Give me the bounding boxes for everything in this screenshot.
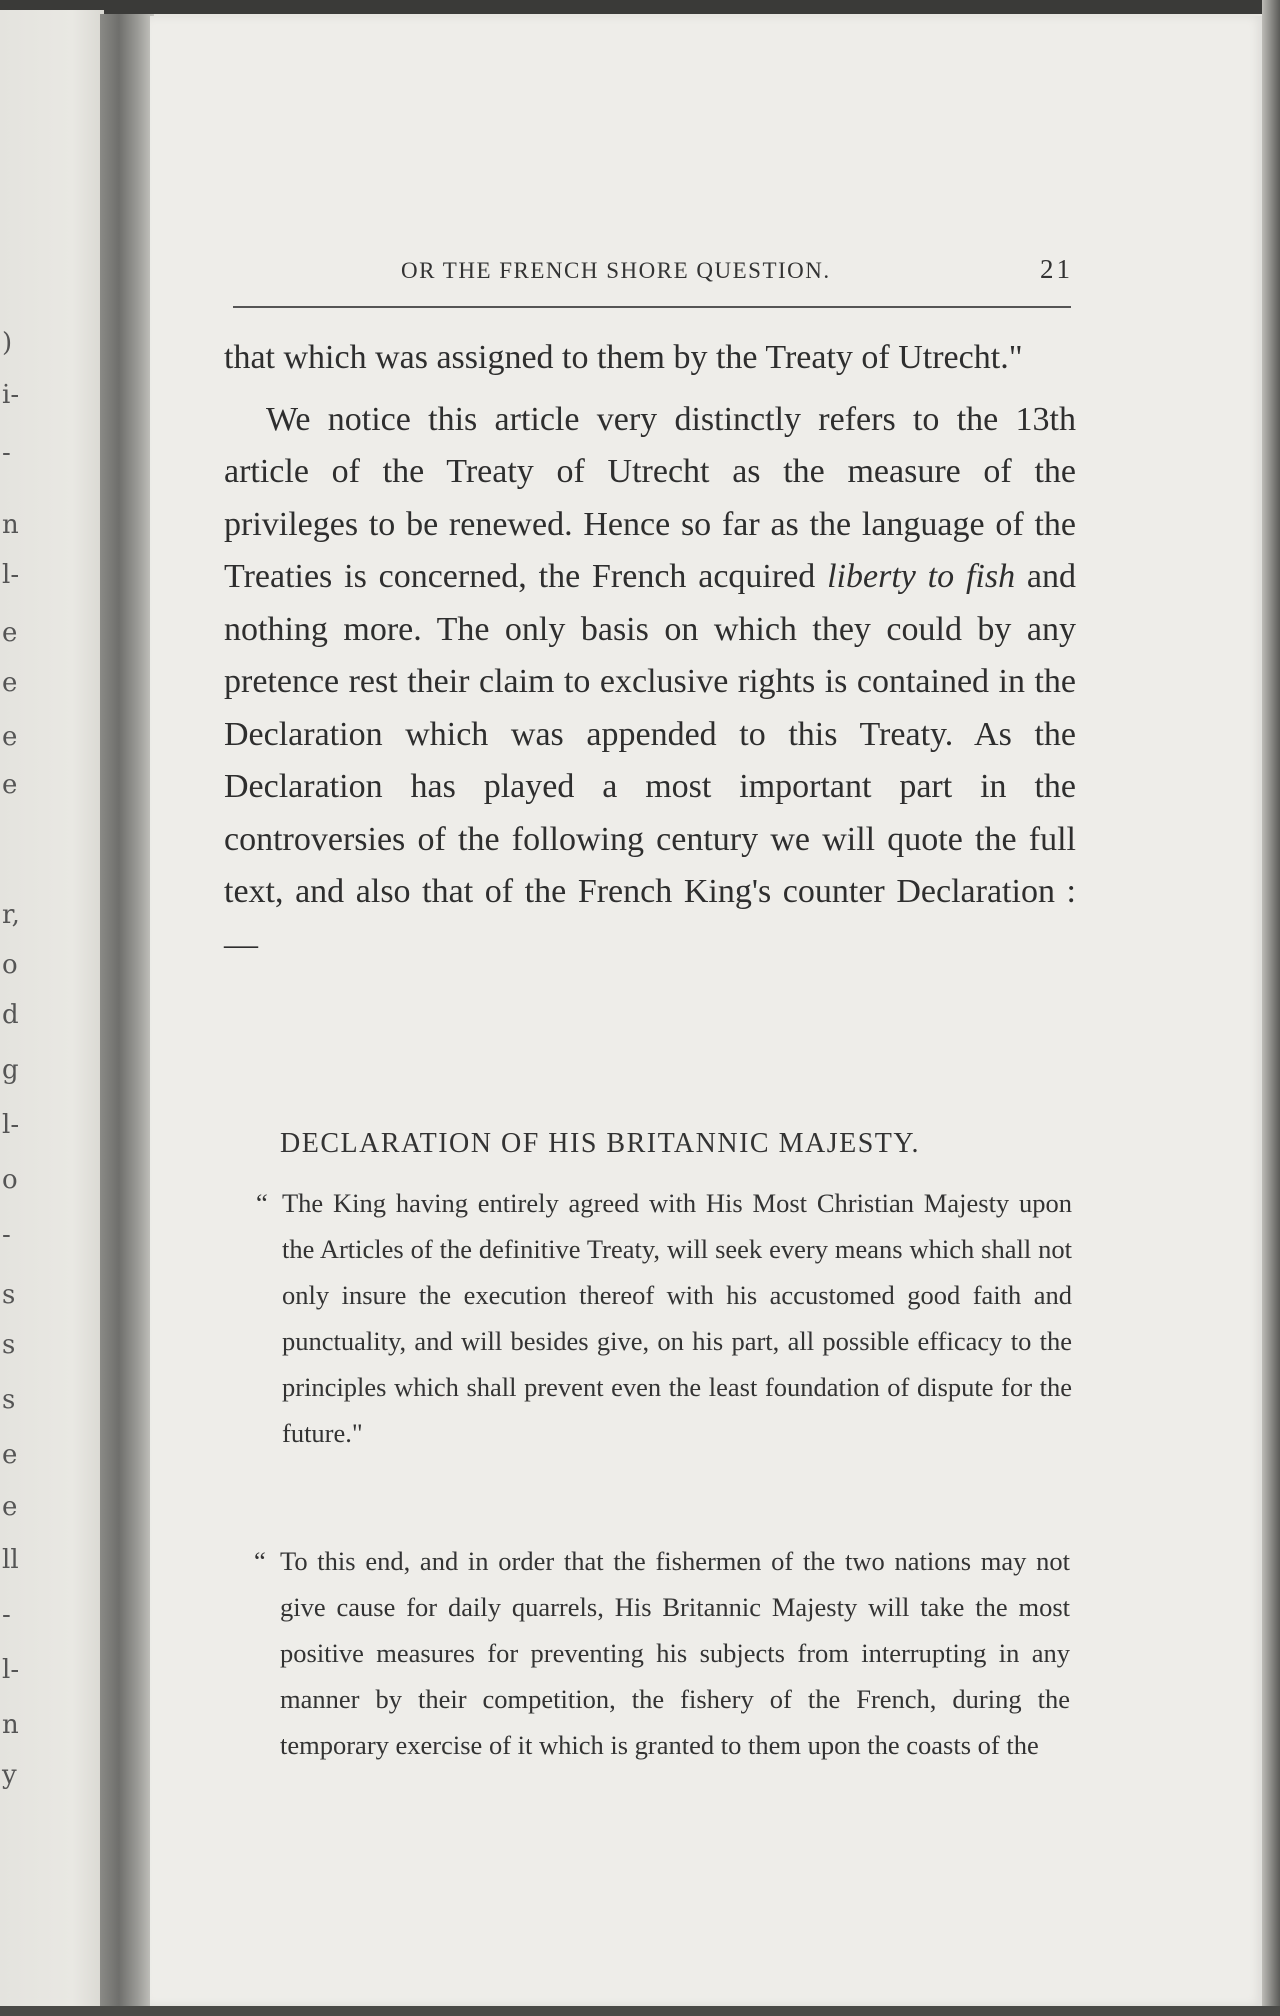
margin-fragment: o bbox=[2, 1165, 18, 1195]
margin-fragment: ll bbox=[2, 1545, 19, 1575]
margin-fragment: s bbox=[2, 1385, 16, 1415]
italic-phrase: liberty to fish bbox=[827, 558, 1016, 595]
page-number: 21 bbox=[1040, 254, 1073, 284]
declaration-quote-2 bbox=[254, 1538, 1070, 1768]
open-quote-mark: “ bbox=[254, 1546, 266, 1576]
margin-fragment: s bbox=[2, 1330, 16, 1360]
book-gutter bbox=[100, 14, 154, 2016]
running-title: OR THE FRENCH SHORE QUESTION. bbox=[401, 258, 831, 283]
paragraph-text-start: We notice this article very distinctly refers to the 13th article of the Treaty of Utrecht as the measure of the privileges to be renewed. Hence so far as the language of the Treaties is concerned, the French acquired bbox=[224, 400, 1076, 595]
margin-fragment: n bbox=[2, 510, 19, 540]
margin-fragment: i- bbox=[2, 380, 20, 410]
margin-fragment: e bbox=[2, 618, 18, 648]
margin-fragment: ) bbox=[2, 328, 13, 358]
body-text bbox=[224, 332, 1076, 971]
paragraph-main bbox=[224, 394, 1076, 972]
margin-fragment: e bbox=[2, 1440, 18, 1470]
top-edge-shadow bbox=[0, 0, 1280, 14]
margin-fragment: e bbox=[2, 770, 18, 800]
declaration-heading: DECLARATION OF HIS BRITANNIC MAJESTY. bbox=[280, 1128, 920, 1159]
margin-fragment: d bbox=[2, 1000, 19, 1030]
margin-fragment: g bbox=[2, 1055, 19, 1085]
quote-text: To this end, and in order that the fishermen of the two nations may not give cause for daily quarrels, His Britannic Majesty will take the most positive measures for preventing his subjects from interrupting in any manner by their competition, the fishery of the French, during the temporary exercise of it which is granted to them upon the coasts of the bbox=[280, 1546, 1070, 1760]
margin-fragment: - bbox=[2, 438, 11, 468]
margin-fragment: e bbox=[2, 722, 18, 752]
quote-text: The King having entirely agreed with His Most Christian Majesty upon the Articles of the definitive Treaty, will seek every means which shall not only insure the execution thereof with his accustomed good faith and punctuality, and will besides give, on his part, all possible efficacy to the principles which shall prevent even the least foundation of dispute for the future." bbox=[282, 1188, 1072, 1448]
margin-fragment: l- bbox=[2, 1110, 20, 1140]
margin-fragment: - bbox=[2, 1220, 11, 1250]
margin-fragment: n bbox=[2, 1710, 19, 1740]
margin-fragment: r, bbox=[2, 900, 20, 930]
margin-fragment: s bbox=[2, 1280, 16, 1310]
paragraph-text-end: and nothing more. The only basis on which they could by any pretence rest their claim to exclusive rights is contained in the Declaration which was appended to this Treaty. As the Declaration has played a most important part in the controversies of the following century we will quote the full text, and also that of the French King's counter Declaration :— bbox=[224, 558, 1077, 963]
right-edge-shadow bbox=[1262, 0, 1280, 2016]
margin-fragment: e bbox=[2, 1492, 18, 1522]
bottom-edge-shadow bbox=[0, 2006, 1280, 2016]
margin-fragment: - bbox=[2, 1600, 11, 1630]
margin-fragment: e bbox=[2, 668, 18, 698]
margin-fragment: l- bbox=[2, 560, 20, 590]
paragraph-continuation: that which was assigned to them by the Treaty of Utrecht." bbox=[224, 339, 1023, 376]
declaration-quote-1 bbox=[256, 1180, 1072, 1456]
margin-fragment: o bbox=[2, 950, 18, 980]
open-quote-mark: “ bbox=[256, 1188, 268, 1218]
margin-fragment: l- bbox=[2, 1655, 20, 1685]
running-head bbox=[233, 252, 1073, 292]
header-rule bbox=[233, 306, 1071, 308]
margin-fragment: y bbox=[2, 1760, 17, 1790]
